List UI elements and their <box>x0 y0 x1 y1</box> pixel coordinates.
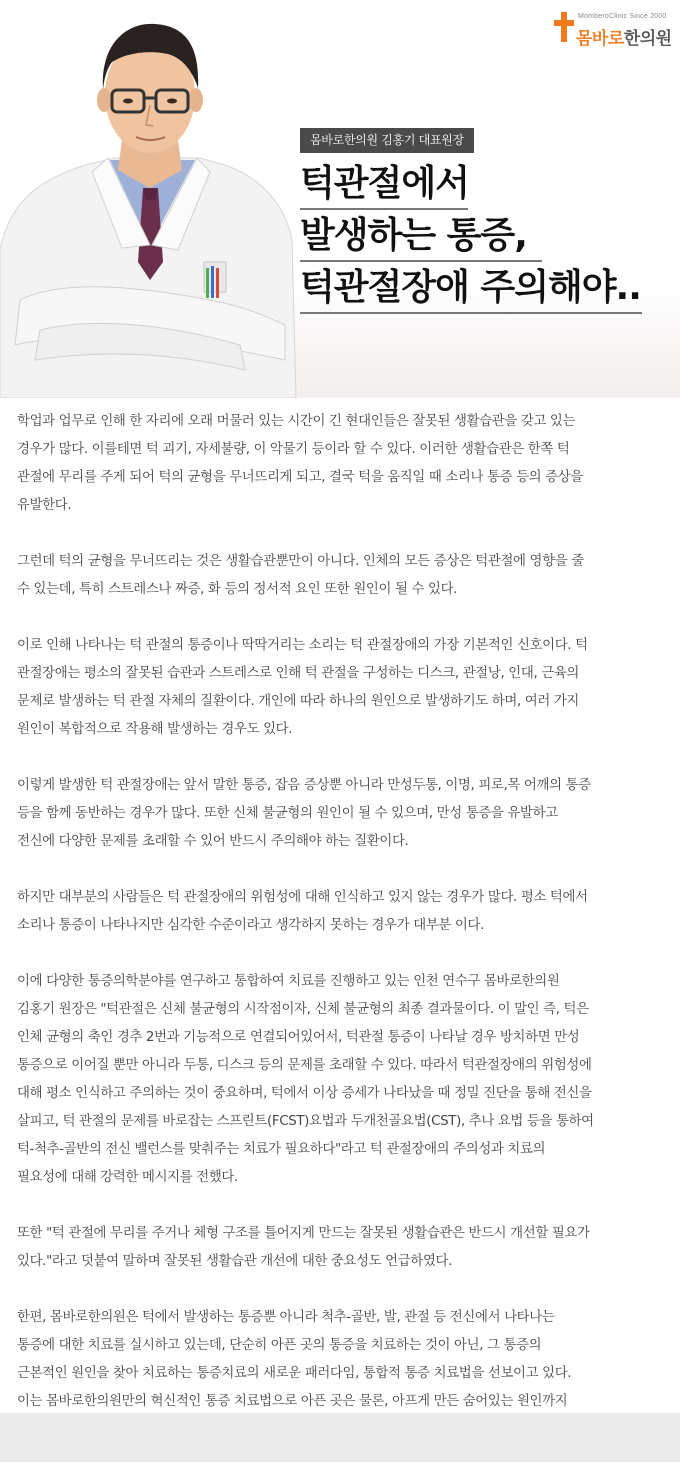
headline-line <box>300 264 641 316</box>
logo-tagline: MomberoClinic Since 2000 <box>578 13 667 20</box>
paragraph-line: 이에 다양한 통증의학분야를 연구하고 통합하여 치료를 진행하고 있는 인천 연수구 몸바로한의원 <box>17 974 560 989</box>
paragraph-line: 수 있는데, 특히 스트레스나 짜증, 화 등의 정서적 요인 또한 원인이 될 수 있다. <box>17 582 458 597</box>
logo-name-accent: 몸바로 <box>576 29 624 49</box>
paragraph-line: 하지만 대부분의 사람들은 턱 관절장애의 위험성에 대해 인식하고 있지 않는 경우가 많다. 평소 턱에서 <box>17 890 588 905</box>
cross-logo-icon <box>554 12 574 42</box>
paragraph-line: 근본적인 원인을 찾아 치료하는 통증치료의 새로운 패러다임, 통합적 통증 치료법을 선보이고 있다. <box>17 1366 572 1381</box>
article-paragraph <box>17 408 664 520</box>
paragraph-line: 김홍기 원장은 "턱관절은 신체 불균형의 시작점이자, 신체 불균형의 최종 결과물이다. 이 말인 즉, 턱은 <box>17 1002 589 1017</box>
logo-name <box>576 24 672 49</box>
paragraph-line: 학업과 업무로 인해 한 자리에 오래 머물러 있는 시간이 긴 현대인들은 잘못된 생활습관을 갖고 있는 <box>17 414 576 429</box>
paragraph-line: 소리나 통증이 나타나지만 심각한 수준이라고 생각하지 못하는 경우가 대부분 이다. <box>17 918 484 933</box>
paragraph-line: 또한 "턱 관절에 무리를 주거나 체형 구조를 틀어지게 만드는 잘못된 생활습관은 반드시 개선할 필요가 <box>17 1226 590 1241</box>
article-paragraph <box>17 548 664 604</box>
paragraph-line: 있다."라고 덧붙여 말하며 잘못된 생활습관 개선에 대한 중요성도 언급하였다. <box>17 1254 453 1269</box>
paragraph-line: 관절장애는 평소의 잘못된 습관과 스트레스로 인해 턱 관절을 구성하는 디스크, 관절낭, 인대, 근육의 <box>17 666 580 681</box>
paragraph-line: 원인이 복합적으로 작용해 발생하는 경우도 있다. <box>17 722 293 737</box>
article-paragraph <box>17 1220 664 1276</box>
header-banner <box>0 0 680 398</box>
paragraph-line: 통증에 대한 치료를 실시하고 있는데, 단순히 아픈 곳의 통증을 치료하는 것이 아닌, 그 통증의 <box>17 1338 542 1353</box>
paragraph-line: 대해 평소 인식하고 주의하는 것이 중요하며, 턱에서 이상 증세가 나타났을 때 정밀 진단을 통해 전신을 <box>17 1086 592 1101</box>
headline-line <box>300 212 641 264</box>
headline-line <box>300 160 641 212</box>
article-paragraph <box>17 632 664 744</box>
article-paragraph <box>17 884 664 940</box>
logo-name-rest: 한의원 <box>623 29 672 49</box>
headline-line-text: 턱관절에서 <box>300 163 469 204</box>
paragraph-line: 필요성에 대해 강력한 메시지를 전했다. <box>17 1170 238 1185</box>
article-body <box>0 398 680 1413</box>
paragraph-line: 문제로 발생하는 턱 관절 자체의 질환이다. 개인에 따라 하나의 원인으로 발생하기도 하며, 여러 가지 <box>17 694 580 709</box>
paragraph-line: 한편, 몸바로한의원은 턱에서 발생하는 통증뿐 아니라 척추-골반, 발, 관절 등 전신에서 나타나는 <box>17 1310 555 1325</box>
paragraph-line: 이는 몸바로한의원만의 혁신적인 통증 치료법으로 아픈 곳은 물론, 아프게 만든 숨어있는 원인까지 <box>17 1394 568 1409</box>
clinic-logo[interactable] <box>554 10 672 49</box>
paragraph-line: 그런데 턱의 균형을 무너뜨리는 것은 생활습관뿐만이 아니다. 인체의 모든 증상은 턱관절에 영향을 줄 <box>17 554 584 569</box>
paragraph-line: 이렇게 발생한 턱 관절장애는 앞서 말한 통증, 잡음 증상뿐 아니라 만성두통, 이명, 피로,목 어깨의 통증 <box>17 778 591 793</box>
paragraph-line: 턱-척추-골반의 전신 밸런스를 맞춰주는 치료가 필요하다"라고 턱 관절장애의 주의성과 치료의 <box>17 1142 546 1157</box>
paragraph-line: 이로 인해 나타나는 턱 관절의 통증이나 딱딱거리는 소리는 턱 관절장애의 가장 기본적인 신호이다. 턱 <box>17 638 588 653</box>
paragraph-line: 경우가 많다. 이를테면 턱 괴기, 자세불량, 이 악물기 등이라 할 수 있다. 이러한 생활습관은 한쪽 턱 <box>17 442 570 457</box>
headline-underline <box>300 260 542 262</box>
paragraph-line: 통증으로 이어질 뿐만 아니라 두통, 디스크 등의 문제를 초래할 수 있다. 따라서 턱관절장애의 위험성에 <box>17 1058 592 1073</box>
paragraph-line: 관절에 무리를 주게 되어 턱의 균형을 무너뜨리게 되고, 결국 턱을 움직일 때 소리나 통증 등의 증상을 <box>17 470 583 485</box>
headline-line-text: 턱관절장애 주의해야.. <box>300 267 641 308</box>
paragraph-line: 살피고, 턱 관절의 문제를 바로잡는 스프린트(FCST)요법과 두개천골요법(CST), 추나 요법 등을 통하여 <box>17 1114 594 1129</box>
paragraph-line: 전신에 다양한 문제를 초래할 수 있어 반드시 주의해야 하는 질환이다. <box>17 834 409 849</box>
headline <box>300 160 641 316</box>
paragraph-line: 등을 함께 동반하는 경우가 많다. 또한 신체 불균형의 원인이 될 수 있으며, 만성 통증을 유발하고 <box>17 806 558 821</box>
article-paragraph <box>17 772 664 856</box>
headline-underline <box>300 312 642 314</box>
page-bottom-band <box>0 1413 680 1462</box>
paragraph-line: 유발한다. <box>17 498 72 513</box>
doctor-portrait-image <box>0 0 300 398</box>
article-paragraph <box>17 968 664 1192</box>
doctor-caption: 몸바로한의원 김홍기 대표원장 <box>300 128 474 153</box>
headline-underline <box>300 208 468 210</box>
headline-line-text: 발생하는 통증, <box>300 215 527 256</box>
paragraph-line: 인체 균형의 축인 경추 2번과 기능적으로 연결되어있어서, 턱관절 통증이 나타날 경우 방치하면 만성 <box>17 1030 580 1045</box>
